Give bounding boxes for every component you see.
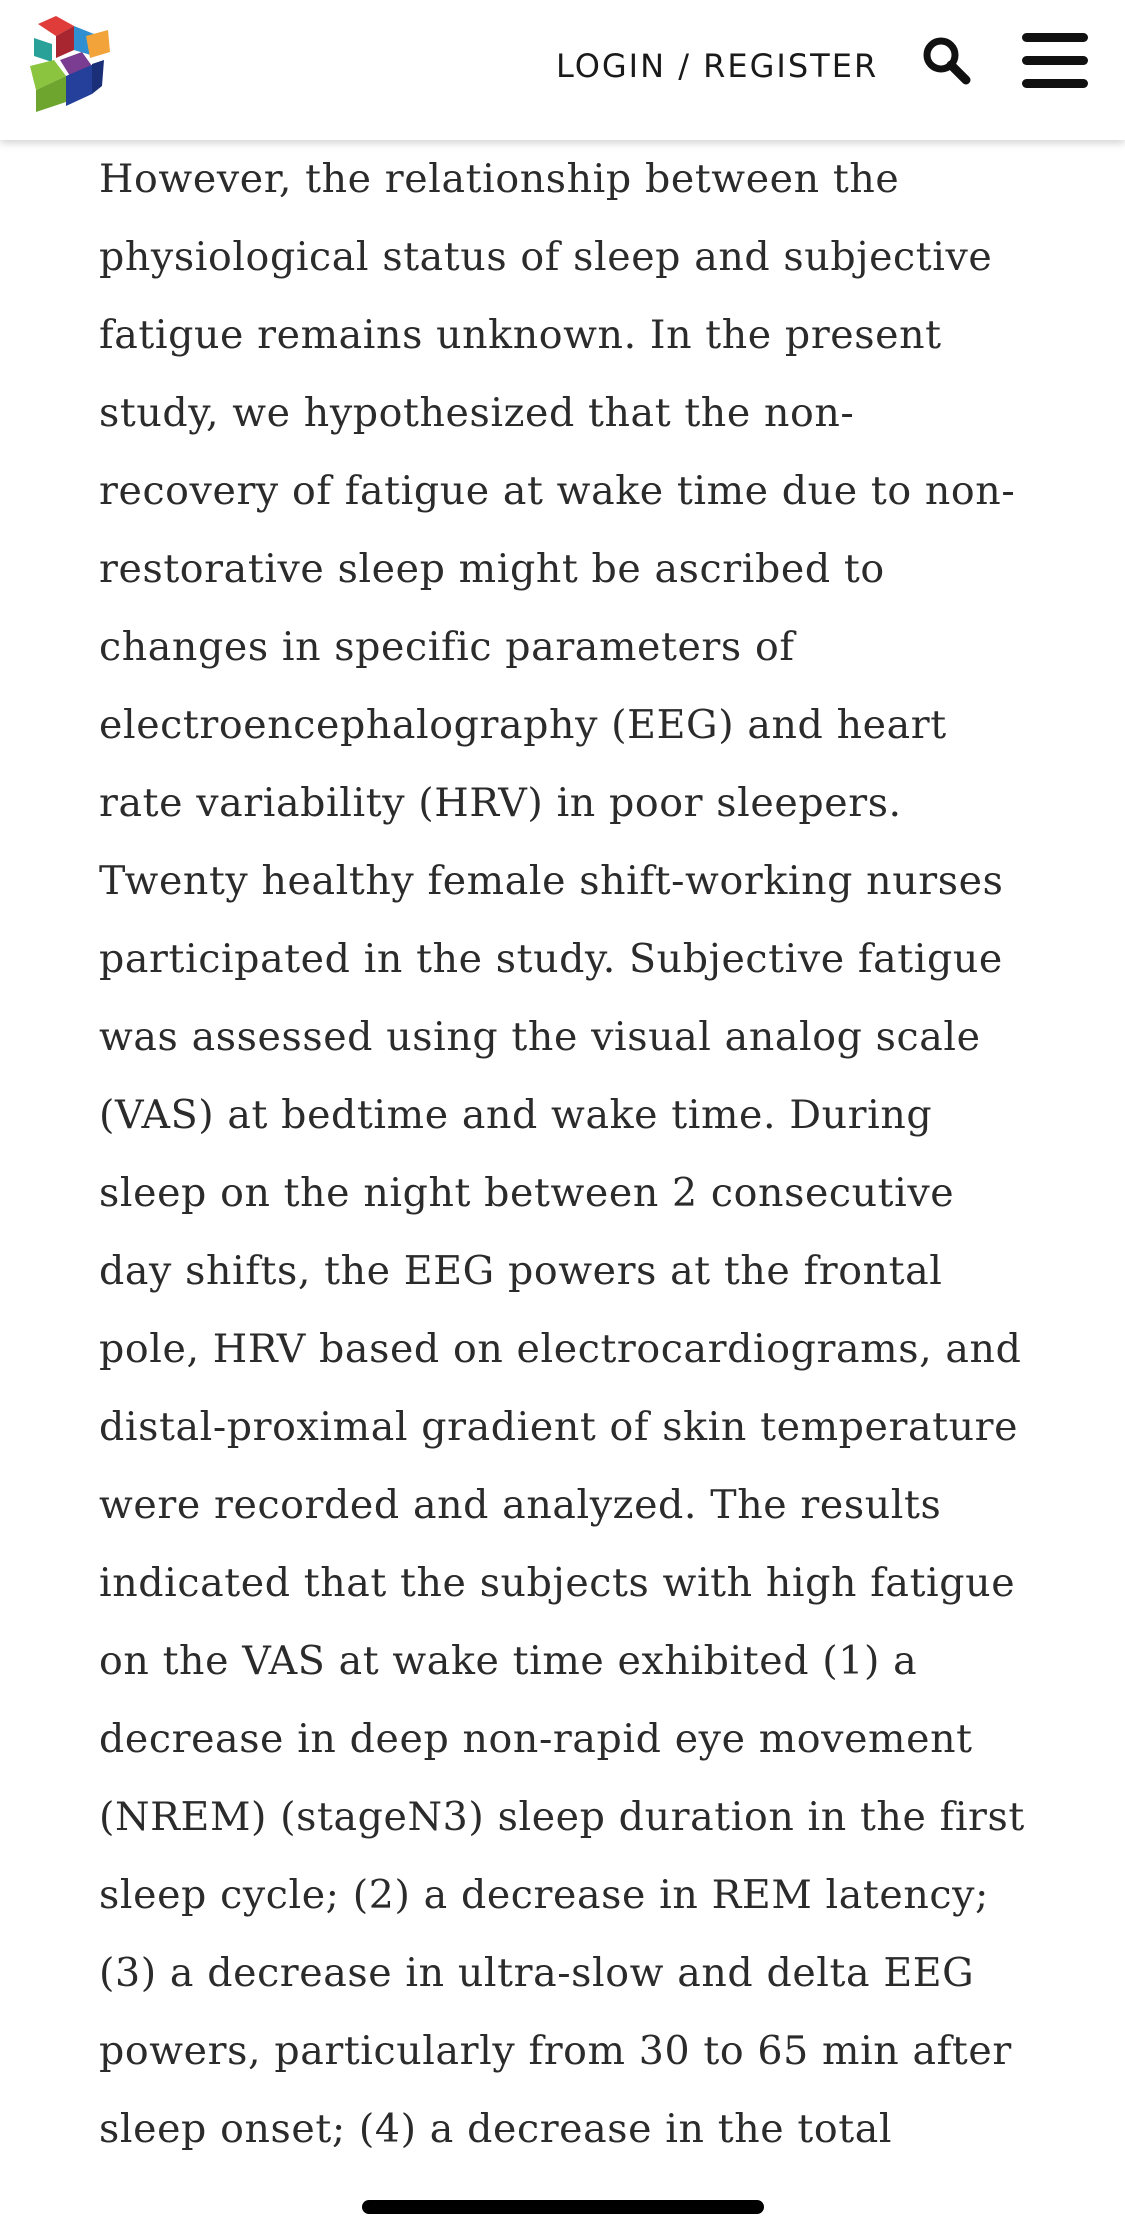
search-icon[interactable]: [918, 32, 974, 88]
article-content: [0, 140, 1125, 2240]
abstract-paragraph: However, the relationship between the physiological status of sleep and subjective fatigue remains unknown. In the present study, we hypothesized that the non-recovery of fatigue at wake time due to non-restorative sleep might be ascribed to changes in specific parameters of electroencephalography (EEG) and heart rate variability (HRV) in poor sleepers. Twenty healthy female shift-working nurses participated in the study. Subjective fatigue was assessed using the visual analog scale (VAS) at bedtime and wake time. During sleep on the night between 2 consecutive day shifts, the EEG powers at the frontal pole, HRV based on electrocardiograms, and distal-proximal gradient of skin temperature were recorded and analyzed. The results indicated that the subjects with high fatigue on the VAS at wake time exhibited (1) a decrease in deep non-rapid eye movement (NREM) (stageN3) sleep duration in the first sleep cycle; (2) a decrease in REM latency; (3) a decrease in ultra-slow and delta EEG powers, particularly from 30 to 65 min after sleep onset; (4) a decrease in the total: [99, 156, 1025, 2152]
login-register-link[interactable]: LOGIN / REGISTER: [556, 47, 879, 85]
home-indicator[interactable]: [362, 2200, 764, 2214]
cube-logo-icon[interactable]: [30, 16, 116, 116]
site-header: [0, 0, 1125, 140]
hamburger-menu-icon[interactable]: [1020, 30, 1090, 92]
